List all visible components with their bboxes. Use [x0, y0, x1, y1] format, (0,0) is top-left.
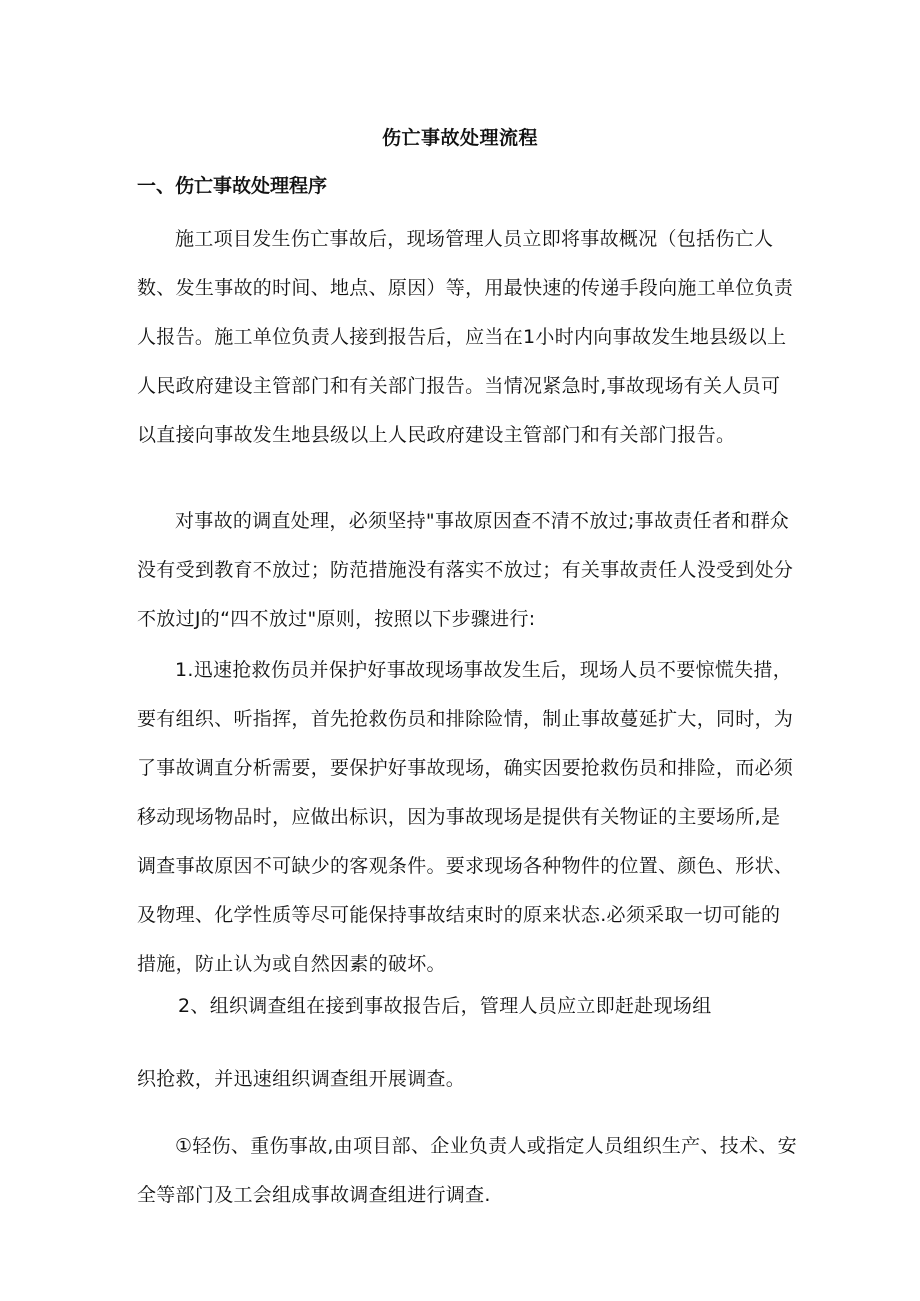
paragraph-investigation-principle: 对事故的调直处理，必须坚持"事故原因查不清不放过;事故责任者和群众没有受到教育不放过；防范措施没有落实不放过；有关事故责任人没受到处分不放过J的“四不放过"原则，按照以下步骤进行:	[137, 510, 794, 630]
document-title: 伤亡事故处理流程	[381, 127, 538, 149]
paragraph-step-2-line-2: 织抢救，并迅速组织调查组开展调查。	[137, 1068, 466, 1090]
paragraph-report-procedure: 施工项目发生伤亡事故后，现场管理人员立即将事故概况（包括伤亡人数、发生事故的时间、地点、原因）等，用最快速的传递手段向施工单位负责人报告。施工单位负责人接到报告后，应当在1小时内向事故发生地县级以上人民政府建设主管部门和有关部门报告。当情况紧急时,事故现场有关人员可以直接向事故发生地县级以上人民政府建设主管部门和有关部门报告。	[137, 228, 794, 446]
paragraph-step-1-rescue: 1.迅速抢救伤员并保护好事故现场事故发生后，现场人员不要惊慌失措，要有组织、听指挥，首先抢救伤员和排除险情，制止事故蔓延扩大，同时，为了事故调直分析需要，要保护好事故现场，确实因要抢救伤员和排险，而必须移动现场物品时，应做出标识，因为事故现场是提供有关物证的主要场所,是调查事故原因不可缺少的客观条件。要求现场各种物件的位置、颜色、形状、及物理、化学性质等尽可能保持事故结束时的原来状态.必须采取一切可能的措施，防止认为或自然因素的破坏。	[137, 659, 794, 975]
paragraph-step-minor-injury: ①轻伤、重伤事故,由项目部、企业负责人或指定人员组织生产、技术、安全等部门及工会组成事故调查组进行调查.	[137, 1135, 797, 1206]
paragraph-step-2-line-1: 2、组织调查组在接到事故报告后，管理人员应立即赶赴现场组	[178, 995, 712, 1017]
section-heading: 一、伤亡事故处理程序	[137, 175, 328, 197]
